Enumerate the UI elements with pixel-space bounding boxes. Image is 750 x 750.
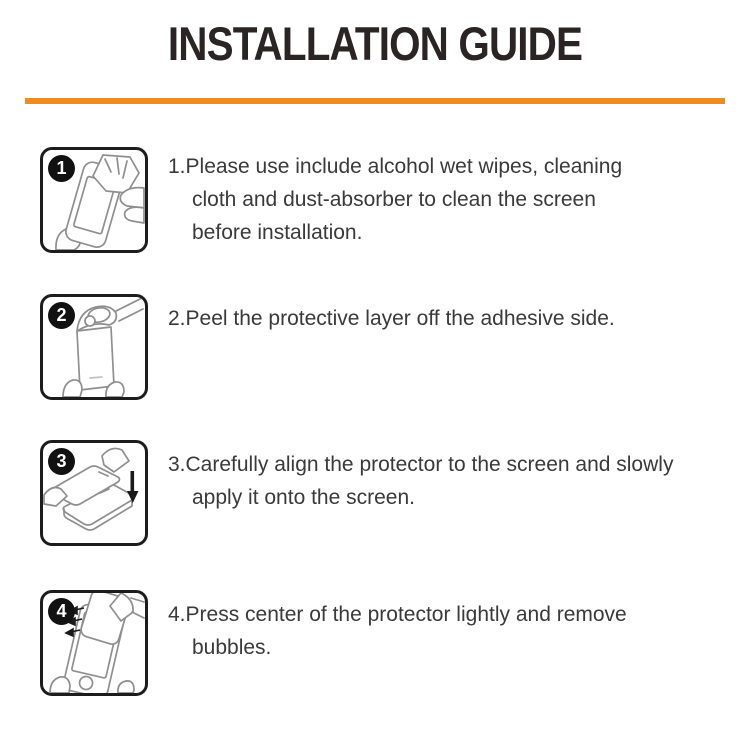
step-text-line: apply it onto the screen. [192,486,415,509]
step-number-prefix: 1. [168,155,186,178]
step-number-badge: 4 [48,598,75,625]
step-number-prefix: 4. [168,603,186,626]
step-number-badge: 3 [48,448,75,475]
step-text-line: 2.Peel the protective layer off the adhesive side. [168,307,615,330]
page-title: INSTALLATION GUIDE [167,17,583,70]
step-3-illustration-box [40,440,148,546]
title-divider-rule [25,98,725,104]
step-number-badge: 2 [48,302,75,329]
step-text-line: cloth and dust-absorber to clean the screen [192,188,596,211]
step-2-illustration-box [40,294,148,400]
step-2-text [168,302,750,335]
step-number-prefix: 3. [168,453,186,476]
step-4-text [168,598,750,664]
step-text-line: 1.Please use include alcohol wet wipes, cleaning [168,155,623,178]
step-1-illustration-box [40,147,148,253]
step-text-line: 3.Carefully align the protector to the screen and slowly [168,453,674,476]
step-text-line: bubbles. [192,636,272,659]
step-number-badge: 1 [48,155,75,182]
step-text-line: before installation. [192,221,363,244]
step-3-text [168,448,750,514]
step-text-line: 4.Press center of the protector lightly and remove [168,603,627,626]
step-number-prefix: 2. [168,307,186,330]
step-4-illustration-box [40,590,148,696]
step-1-text [168,150,750,249]
